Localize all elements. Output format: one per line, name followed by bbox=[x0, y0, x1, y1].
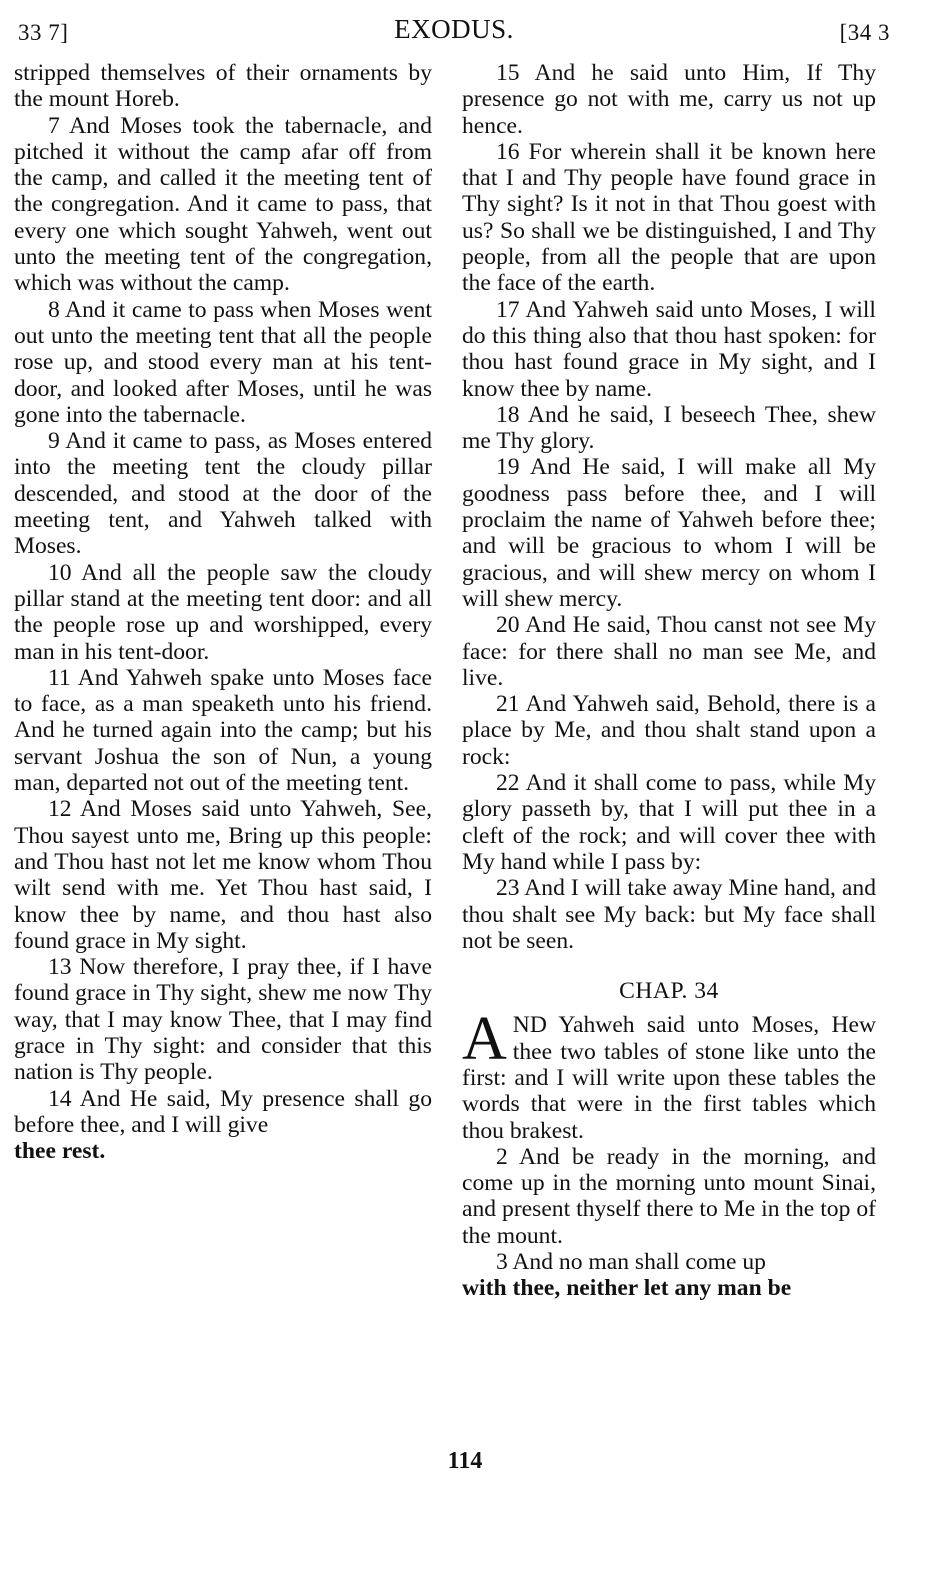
verse-paragraph: 11 And Yahweh spake unto Moses face to face, as a man speaketh unto his friend. And he turned again into the camp; but his servant Joshua the son of Nun, a young man, departed not out of the meeting tent. bbox=[14, 664, 432, 797]
verse-paragraph: 12 And Moses said unto Yahweh, See, Thou sayest unto me, Bring up this people: and Thou hast not let me know whom Thou wilt send with me. Yet Thou hast said, I know thee by name, and thou hast also found grace in My sight. bbox=[14, 796, 432, 954]
header-left-reference: 33 7] bbox=[18, 20, 69, 45]
verse-paragraph: 17 And Yahweh said unto Moses, I will do this thing also that thou hast spoken: for thou hast found grace in My sight, and I know thee by name. bbox=[462, 296, 876, 402]
page-header bbox=[18, 14, 890, 50]
chapter-heading: CHAP. 34 bbox=[619, 978, 719, 1005]
verse-paragraph: 3 And no man shall come up bbox=[496, 1249, 766, 1276]
verse-paragraph: 21 And Yahweh said, Behold, there is a place by Me, and thou shalt stand upon a rock: bbox=[462, 691, 876, 770]
verse-paragraph: 15 And he said unto Him, If Thy presence go not with me, carry us not up hence. bbox=[462, 60, 876, 139]
page-number: 114 bbox=[447, 1448, 483, 1474]
verse-paragraph: 22 And it shall come to pass, while My glory passeth by, that I will put thee in a cleft of the rock; and will cover thee with My hand while I pass by: bbox=[462, 770, 876, 875]
page-title: EXODUS. bbox=[394, 14, 514, 44]
verse-paragraph: stripped themselves of their ornaments by the mount Horeb. bbox=[14, 60, 432, 113]
verse-paragraph: 2 And be ready in the morning, and come up in the morning unto mount Sinai, and present thyself there to Me in the top of the mount. bbox=[462, 1143, 876, 1249]
verse-paragraph: 13 Now therefore, I pray thee, if I have found grace in Thy sight, shew me now Thy way, that I may know Thee, that I may find grace in Thy sight: and consider that this nation is Thy people. bbox=[14, 954, 432, 1086]
chapter-first-verse bbox=[462, 1005, 876, 1144]
verse-paragraph: 14 And He said, My presence shall go before thee, and I will give bbox=[14, 1085, 432, 1138]
verse-paragraph: 10 And all the people saw the cloudy pillar stand at the meeting tent door: and all the people rose up and worshipped, every man in his tent-door. bbox=[14, 559, 432, 665]
verse-paragraph-end: with thee, neither let any man be bbox=[462, 1275, 792, 1302]
right-column bbox=[462, 60, 876, 1302]
verse-paragraph: 23 And I will take away Mine hand, and thou shalt see My back: but My face shall not be seen. bbox=[462, 875, 876, 954]
drop-cap: A bbox=[462, 1005, 507, 1074]
chapter-first-verse-text: ND Yahweh said unto Moses, Hew thee two tables of stone like unto the first: and I will write upon these tables the words that were in the first tables which thou brakest. bbox=[462, 1012, 876, 1144]
verse-paragraph: 8 And it came to pass when Moses went out unto the meeting tent that all the people rose up, and stood every man at his tent-door, and looked after Moses, until he was gone into the tabernacle. bbox=[14, 296, 432, 428]
verse-paragraph: 18 And he said, I beseech Thee, shew me Thy glory. bbox=[462, 401, 876, 455]
verse-paragraph: 19 And He said, I will make all My goodness pass before thee, and I will proclaim the name of Yahweh before thee; and will be gracious to whom I will be gracious, and will shew mercy on whom I will shew mercy. bbox=[462, 454, 876, 612]
verse-paragraph: 7 And Moses took the tabernacle, and pitched it without the camp afar off from the camp, and called it the meeting tent of the congregation. And it came to pass, that every one which sought Yahweh, went out unto the meeting tent of the congregation, which was without the camp. bbox=[14, 112, 432, 297]
header-right-reference: [34 3 bbox=[839, 20, 890, 45]
verse-paragraph: 16 For wherein shall it be known here that I and Thy people have found grace in Thy sight? Is it not in that Thou goest with us? So shall we be distinguished, I and Thy people, from all the people that are upon the face of the earth. bbox=[462, 138, 876, 297]
verse-paragraph: 9 And it came to pass, as Moses entered into the meeting tent the cloudy pillar descended, and stood at the door of the meeting tent, and Yahweh talked with Moses. bbox=[14, 428, 432, 560]
verse-paragraph-end: thee rest. bbox=[14, 1138, 106, 1165]
verse-paragraph: 20 And He said, Thou canst not see My face: for there shall no man see Me, and live. bbox=[462, 612, 876, 691]
left-column bbox=[14, 60, 432, 1164]
